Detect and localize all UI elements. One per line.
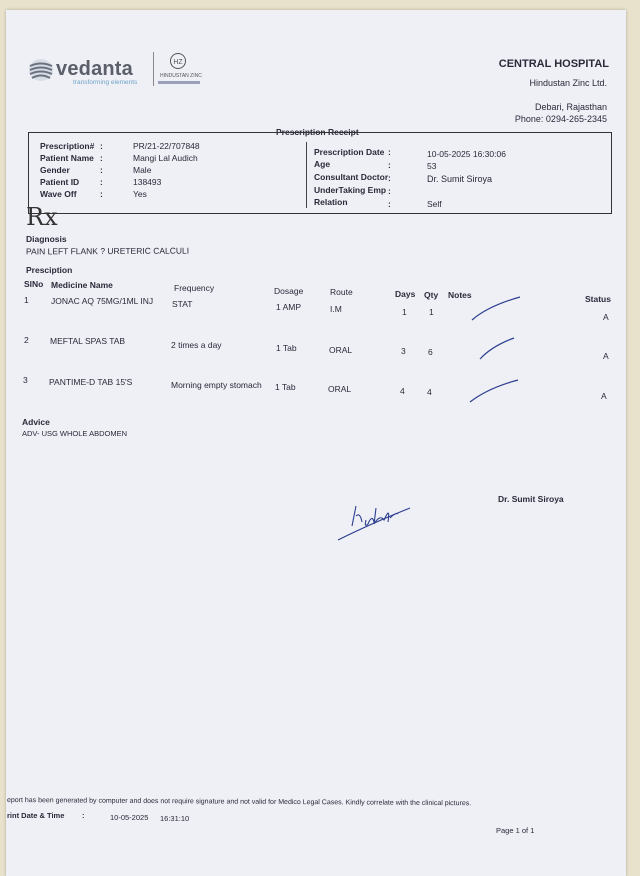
label-consultant-doctor: Consultant Doctor [314, 172, 389, 182]
diagnosis-value: PAIN LEFT FLANK ? URETERIC CALCULI [25, 245, 190, 257]
value-prescription-no: PR/21-22/707848 [133, 141, 200, 151]
doctor-signature-icon [334, 494, 414, 546]
diagnosis-label: Diagnosis [26, 234, 67, 244]
hz-logo-text: HINDUSTAN ZINC [160, 73, 202, 79]
row-frequency: Morning empty stomach [171, 380, 262, 390]
row-dosage: 1 Tab [275, 382, 296, 392]
logo-divider [153, 52, 154, 86]
row-slno: 2 [24, 335, 29, 345]
col-status: Status [585, 294, 611, 304]
sep: : [388, 199, 391, 209]
row-slno: 3 [23, 375, 28, 385]
value-wave-off: Yes [133, 189, 147, 199]
sep: : [388, 160, 391, 170]
sep: : [388, 173, 391, 183]
col-slno: SlNo [24, 279, 44, 289]
logo-tagline: transforming elements [73, 79, 138, 86]
col-days: Days [395, 289, 416, 299]
row-dosage: 1 AMP [276, 302, 302, 312]
row-status: A [603, 312, 609, 322]
label-relation: Relation [314, 197, 348, 207]
row-frequency: 2 times a day [171, 340, 222, 350]
label-undertaking-emp: UnderTaking Emp [314, 185, 387, 195]
location: Debari, Rajasthan [534, 102, 607, 112]
row-status: A [603, 351, 609, 361]
row-route: ORAL [329, 345, 353, 355]
patient-info-divider [306, 142, 307, 208]
row-days: 4 [400, 386, 405, 396]
doctor-name: Dr. Sumit Siroya [498, 494, 564, 504]
row-slno: 1 [24, 295, 29, 305]
sep: : [388, 147, 391, 157]
value-prescription-date: 10-05-2025 16:30:06 [427, 149, 506, 159]
label-prescription-no: Prescription# [40, 141, 95, 151]
row-medicine: MEFTAL SPAS TAB [50, 336, 126, 346]
value-consultant-doctor: Dr. Sumit Siroya [427, 174, 493, 184]
label-wave-off: Wave Off [40, 189, 77, 199]
pen-tick-marks-icon [466, 292, 526, 412]
print-time: 16:31:10 [160, 814, 190, 823]
label-patient-name: Patient Name [40, 153, 94, 163]
col-frequency: Frequency [174, 283, 215, 293]
company-name: Hindustan Zinc Ltd. [529, 78, 607, 88]
row-route: ORAL [328, 384, 352, 394]
value-age: 53 [427, 161, 437, 171]
value-patient-name: Mangi Lal Audich [133, 153, 198, 163]
advice-label: Advice [22, 417, 50, 427]
row-days: 3 [401, 346, 406, 356]
svg-text:HZ: HZ [173, 59, 183, 66]
row-medicine: PANTIME-D TAB 15'S [49, 377, 133, 387]
sep: : [388, 186, 391, 196]
row-status: A [601, 391, 607, 401]
col-medicine-name: Medicine Name [51, 280, 113, 290]
label-patient-id: Patient ID [40, 177, 80, 187]
col-notes: Notes [448, 290, 472, 300]
footer-disclaimer: eport has been generated by computer and does not require signature and not valid for Medico Legal Cases. Kindly correlate with the clinical pictures. [6, 797, 472, 808]
rx-symbol: Rx [26, 203, 58, 231]
prescription-label: Presciption [26, 265, 73, 275]
print-sep: : [82, 811, 85, 820]
vedanta-logo-icon [28, 58, 54, 82]
row-frequency: STAT [172, 299, 193, 309]
col-route: Route [330, 287, 353, 297]
sep: : [100, 153, 103, 163]
label-age: Age [314, 159, 331, 169]
row-days: 1 [402, 307, 407, 317]
label-prescription-date: Prescription Date [314, 147, 385, 157]
value-relation: Self [427, 199, 442, 209]
page-number: Page 1 of 1 [496, 826, 535, 835]
col-qty: Qty [424, 290, 439, 300]
col-dosage: Dosage [274, 286, 304, 296]
logo-brand: vedanta [56, 58, 133, 80]
advice-value: ADV- USG WHOLE ABDOMEN [22, 429, 128, 438]
label-gender: Gender [40, 165, 70, 175]
sep: : [100, 165, 103, 175]
row-qty: 1 [429, 307, 434, 317]
value-patient-id: 138493 [133, 177, 162, 187]
hz-logo-bar [158, 81, 200, 84]
sep: : [100, 189, 103, 199]
hospital-name: CENTRAL HOSPITAL [498, 58, 609, 70]
row-medicine: JONAC AQ 75MG/1ML INJ [51, 296, 154, 306]
sep: : [100, 141, 103, 151]
row-route: I.M [330, 304, 342, 314]
sep: : [100, 177, 103, 187]
row-qty: 4 [427, 387, 432, 397]
phone: Phone: 0294-265-2345 [514, 114, 607, 124]
row-qty: 6 [428, 347, 433, 357]
row-dosage: 1 Tab [276, 343, 297, 353]
print-date: 10-05-2025 [110, 813, 149, 822]
value-gender: Male [133, 165, 152, 175]
receipt-title: Prescription Receipt [276, 127, 359, 137]
print-label: rint Date & Time [7, 811, 65, 820]
hindustan-zinc-emblem-icon [169, 52, 187, 70]
